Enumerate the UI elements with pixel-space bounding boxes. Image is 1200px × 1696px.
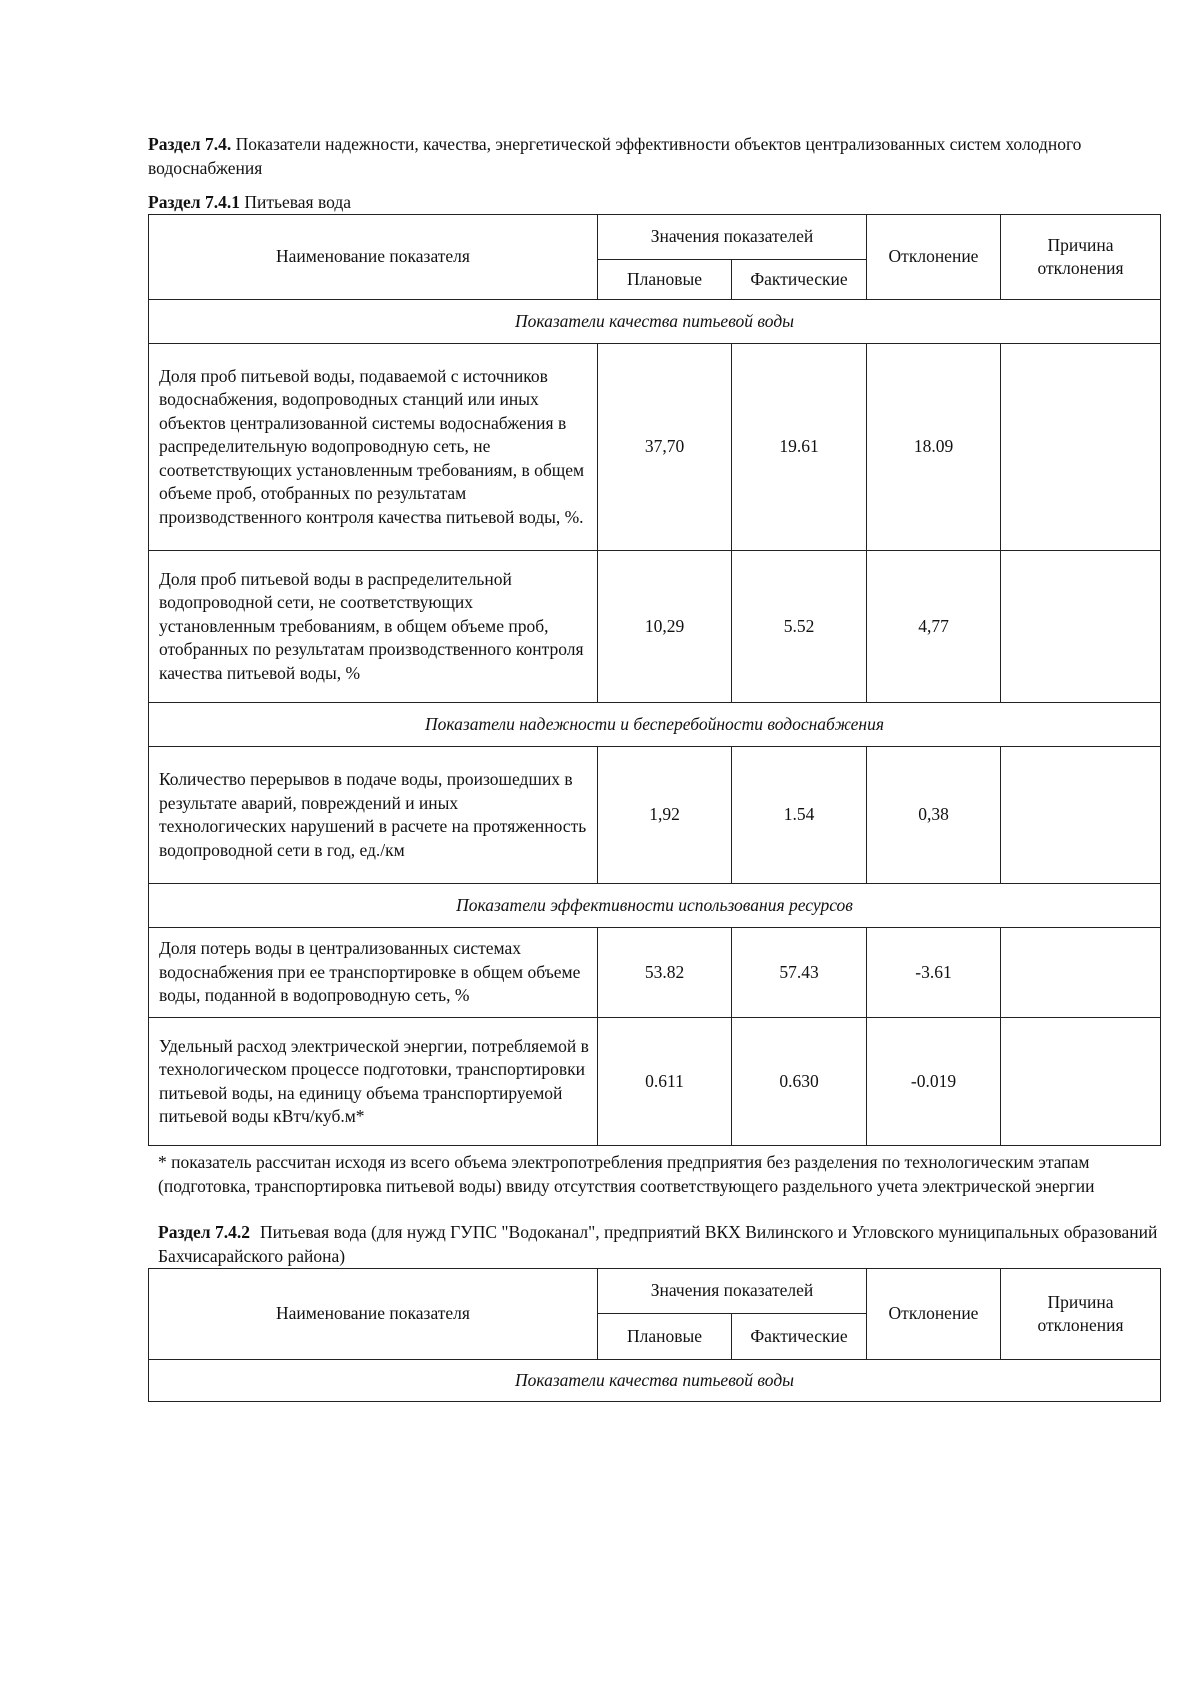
row-deviation: 0,38 [867,747,1001,884]
row-planned: 0.611 [598,1018,732,1146]
row-reason [1001,928,1161,1018]
table-row [149,551,1161,703]
table-row [149,344,1161,551]
row-planned: 53.82 [598,928,732,1018]
header-actual: Фактические [732,260,867,300]
row-planned: 1,92 [598,747,732,884]
footnote: * показатель рассчитан исходя из всего объема электропотребления предприятия без разделения по технологическим этапам (подготовка, транспортировка питьевой воды) ввиду отсутствия соответствующего раздельного учета электрической энергии [158,1152,1095,1196]
row-actual: 1.54 [732,747,867,884]
header-planned: Плановые [598,1314,732,1360]
row-name: Доля проб питьевой воды, подаваемой с источников водоснабжения, водопроводных станций или иных объектов централизованной системы водоснабжения в распределительную водопроводную сеть, не соответствующих установленным требованиям, в общем объеме проб, отобранных по результатам производственного контроля качества питьевой воды, %. [149,344,598,551]
row-actual: 0.630 [732,1018,867,1146]
indicators-table [148,214,1161,1146]
section-7-4-heading [148,132,1160,180]
section-7-4-1-label: Раздел 7.4.1 [148,192,240,212]
group-reliability: Показатели надежности и бесперебойности водоснабжения [149,703,1161,747]
row-name: Доля проб питьевой воды в распределительной водопроводной сети, не соответствующих установленным требованиям, в общем объеме проб, отобранных по результатам производственного контроля качества питьевой воды, % [149,551,598,703]
row-actual: 19.61 [732,344,867,551]
group-row [149,884,1161,928]
header-name: Наименование показателя [149,1269,598,1360]
row-actual: 57.43 [732,928,867,1018]
section-7-4-1-heading [148,190,1160,214]
section-7-4-1-text: Питьевая вода [244,192,352,212]
section-7-4-label: Раздел 7.4. [148,134,232,154]
header-planned: Плановые [598,260,732,300]
group-efficiency: Показатели эффективности использования ресурсов [149,884,1161,928]
section-7-4-2-label: Раздел 7.4.2 [158,1222,250,1242]
header-deviation: Отклонение [867,215,1001,300]
group-quality: Показатели качества питьевой воды [149,300,1161,344]
table-row [149,928,1161,1018]
table-header-row [149,1269,1161,1314]
section-7-4-text: Показатели надежности, качества, энергетической эффективности объектов централизованных систем холодного водоснабжения [148,134,1082,178]
row-planned: 37,70 [598,344,732,551]
group-row [149,1360,1161,1402]
row-name: Доля потерь воды в централизованных системах водоснабжения при ее транспортировке в общем объеме воды, поданной в водопроводную сеть, % [149,928,598,1018]
header-reason: Причина отклонения [1001,215,1161,300]
section-7-4-2-heading [158,1220,1160,1268]
table-row [149,1018,1161,1146]
row-deviation: 18.09 [867,344,1001,551]
row-deviation: 4,77 [867,551,1001,703]
group-quality: Показатели качества питьевой воды [149,1360,1161,1402]
document-page [148,132,1160,1402]
section-7-4-2-text: Питьевая вода (для нужд ГУПС "Водоканал", предприятий ВКХ Вилинского и Угловского муниципальных образований Бахчисарайского района) [158,1222,1158,1266]
row-reason [1001,1018,1161,1146]
row-reason [1001,747,1161,884]
header-values-group: Значения показателей [598,1269,867,1314]
row-name: Удельный расход электрической энергии, потребляемой в технологическом процессе подготовки, транспортировки питьевой воды, на единицу объема транспортируемой питьевой воды кВтч/куб.м* [149,1018,598,1146]
table-row [149,747,1161,884]
header-actual: Фактические [732,1314,867,1360]
row-name: Количество перерывов в подаче воды, произошедших в результате аварий, повреждений и иных технологических нарушений в расчете на протяженность водопроводной сети в год, ед./км [149,747,598,884]
row-deviation: -0.019 [867,1018,1001,1146]
row-reason [1001,551,1161,703]
row-planned: 10,29 [598,551,732,703]
header-deviation: Отклонение [867,1269,1001,1360]
indicators-table-2 [148,1268,1161,1402]
row-deviation: -3.61 [867,928,1001,1018]
table-header-row [149,215,1161,260]
header-values-group: Значения показателей [598,215,867,260]
group-row [149,300,1161,344]
group-row [149,703,1161,747]
header-name: Наименование показателя [149,215,598,300]
row-reason [1001,344,1161,551]
row-actual: 5.52 [732,551,867,703]
header-reason: Причина отклонения [1001,1269,1161,1360]
